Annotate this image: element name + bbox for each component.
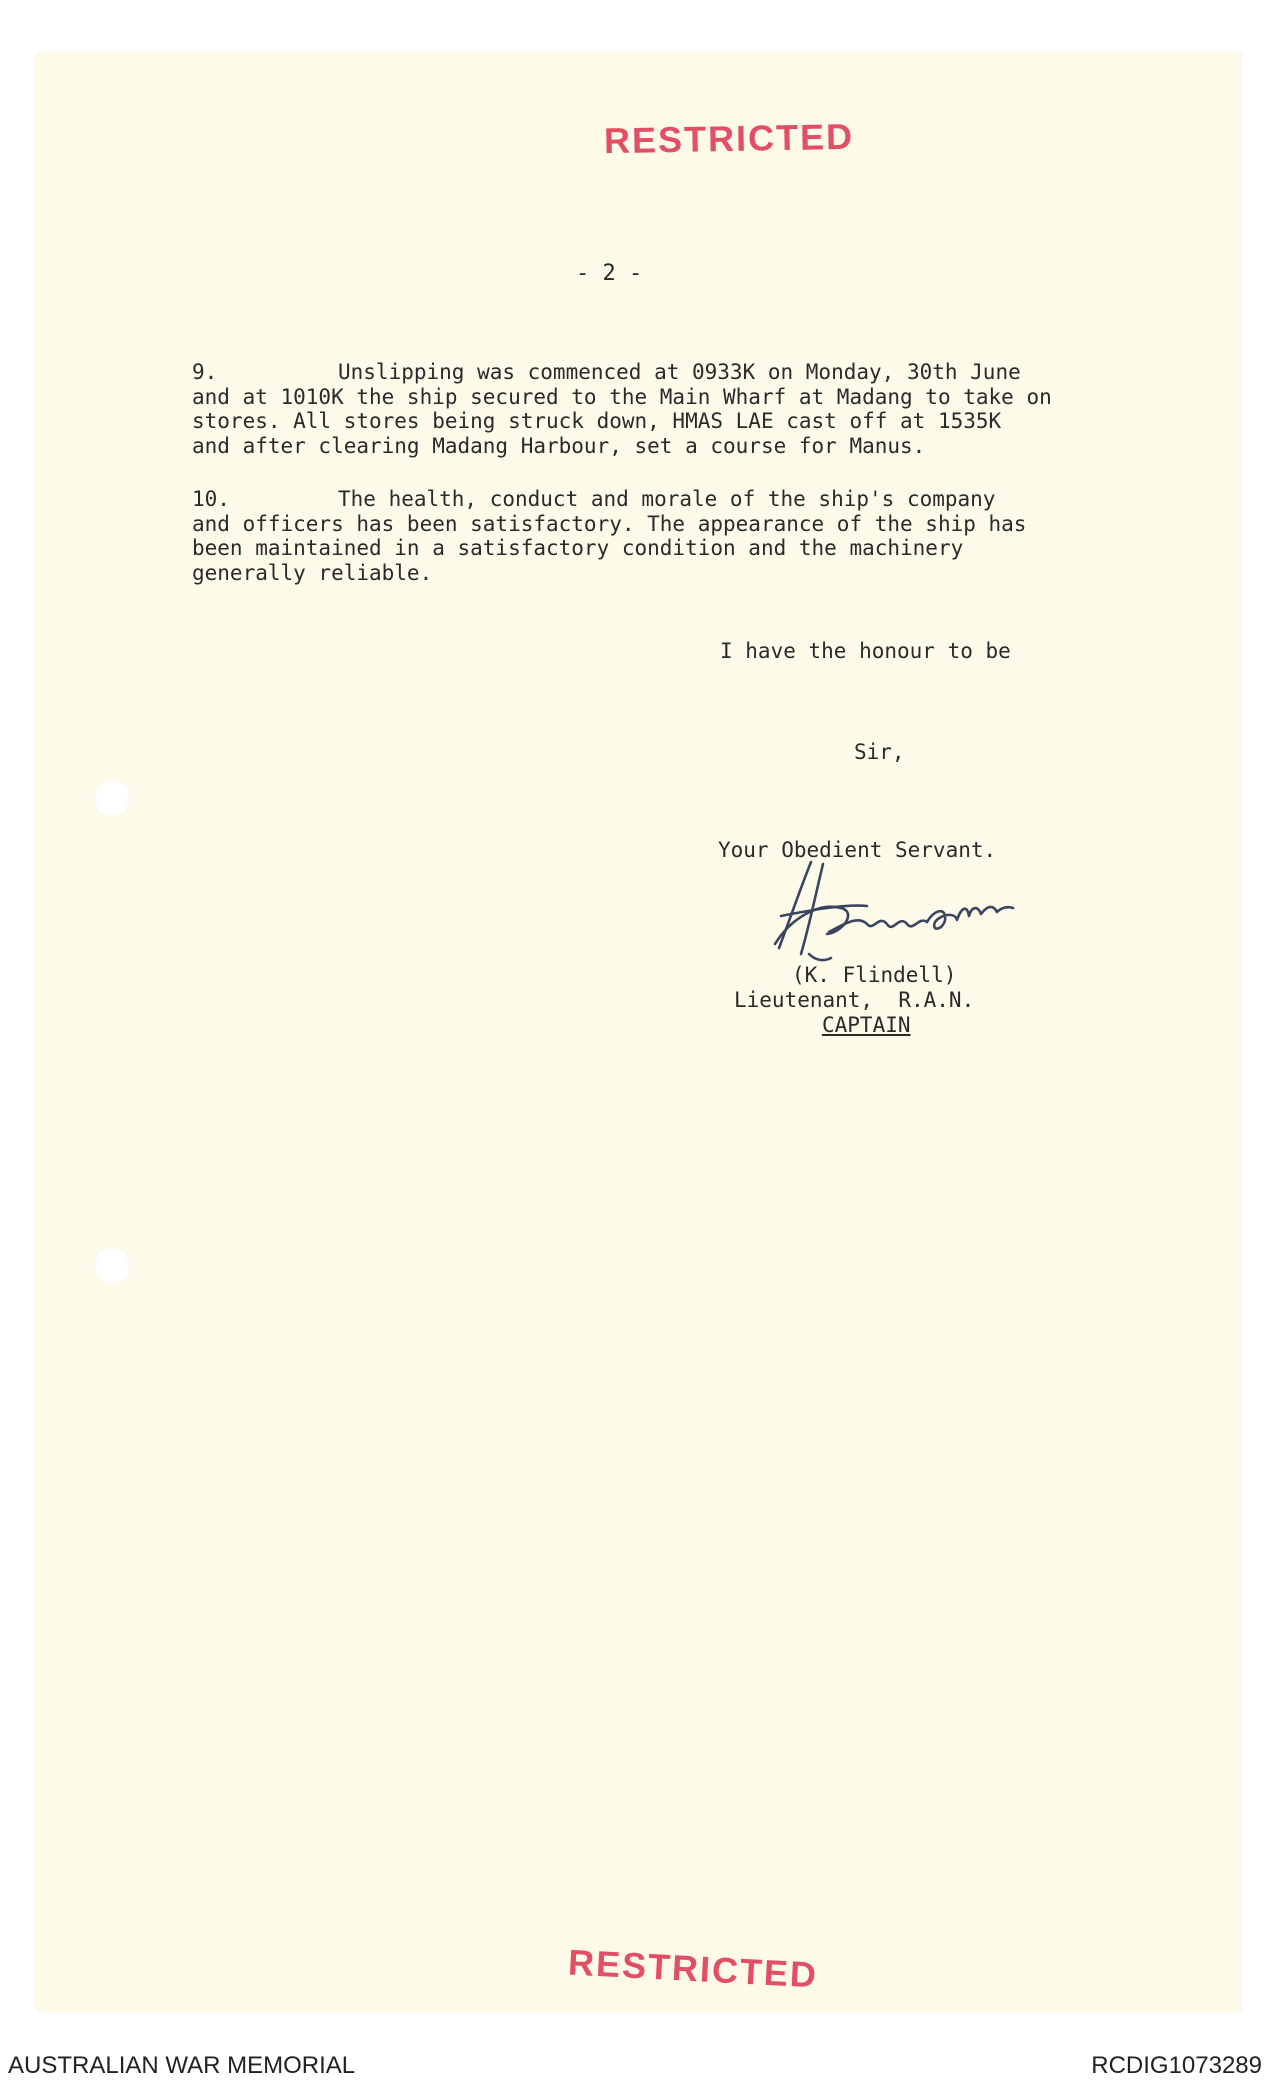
closing-honour: I have the honour to be <box>720 639 1011 663</box>
paragraph-9-line-2: and at 1010K the ship secured to the Main Wharf at Madang to take on <box>192 384 1052 409</box>
page-number: - 2 - <box>576 261 643 286</box>
footer-archive-name: AUSTRALIAN WAR MEMORIAL <box>8 2052 356 2079</box>
footer-record-id: RCDIG1073289 <box>1091 2052 1262 2079</box>
signatory-rank: Lieutenant, R.A.N. <box>734 988 975 1012</box>
paragraph-9-line-1: Unslipping was commenced at 0933K on Monday, 30th June <box>338 360 1021 384</box>
paragraph-9-number: 9. <box>192 360 218 384</box>
paragraph-10-line-1: The health, conduct and morale of the ship's company <box>338 487 996 511</box>
closing-salutation: Sir, <box>854 740 905 764</box>
document-page <box>36 52 1242 2012</box>
handwritten-signature <box>771 852 1041 967</box>
closing-servant: Your Obedient Servant. <box>718 838 997 862</box>
paragraph-10 <box>192 487 1026 585</box>
paragraph-10-number: 10. <box>192 487 230 511</box>
punch-hole-upper <box>94 780 130 816</box>
paragraph-10-line-3: been maintained in a satisfactory condition and the machinery <box>192 536 964 560</box>
paragraph-10-line-4: generally reliable. <box>192 560 433 585</box>
restricted-stamp-top: RESTRICTED <box>603 115 855 162</box>
punch-hole-lower <box>94 1248 130 1284</box>
paragraph-10-line-2: and officers has been satisfactory. The appearance of the ship has <box>192 511 1027 536</box>
paragraph-9-line-4: and after clearing Madang Harbour, set a course for Manus. <box>192 433 926 458</box>
paragraph-9 <box>192 360 1052 458</box>
signatory-title: CAPTAIN <box>822 1013 911 1037</box>
signatory-name: (K. Flindell) <box>792 963 957 987</box>
restricted-stamp-bottom: RESTRICTED <box>567 1941 819 1996</box>
paragraph-9-line-3: stores. All stores being struck down, HMAS LAE cast off at 1535K <box>192 409 1002 433</box>
